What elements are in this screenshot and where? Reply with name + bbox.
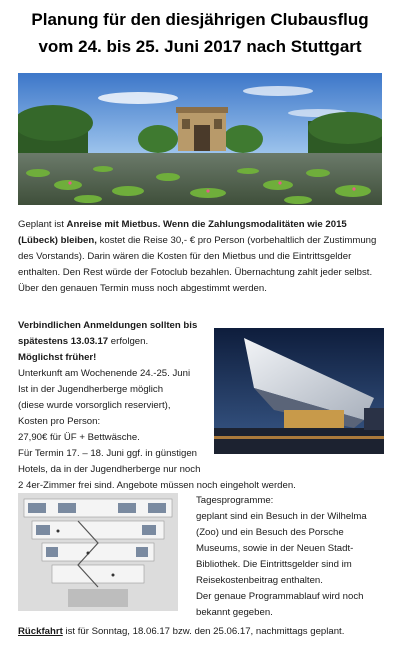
accommodation-line: Unterkunft am Wochenende 24.-25. Juni bbox=[18, 368, 191, 379]
programme-line: Museums, sowie in der Neuen Stadt- bbox=[196, 543, 354, 554]
accommodation-line: Hotels, da in der Jugendherberge nur noch bbox=[18, 464, 201, 475]
page-title bbox=[0, 6, 400, 60]
programme-line: Der genaue Programmablauf wird noch bbox=[196, 591, 364, 602]
registration-deadline-heading: Verbindlichen Anmeldungen sollten bis bbox=[18, 320, 198, 331]
accommodation-line: (diese wurde vorsorglich reserviert), bbox=[18, 400, 171, 411]
accommodation-line: Kosten pro Person: bbox=[18, 416, 101, 427]
accommodation-line: 2 4er-Zimmer frei sind. Angebote müssen noch eingeholt werden. bbox=[18, 480, 296, 491]
programme-line: Tagesprogramme: bbox=[196, 495, 274, 506]
programme-line: geplant sind ein Besuch in der Wilhelma bbox=[196, 511, 367, 522]
title-line-2: vom 24. bis 25. Juni 2017 nach Stuttgart bbox=[38, 37, 362, 56]
intro-text-2: kostet die Reise 30,- € pro Person (vorbehaltlich der Zustimmung des Vorstands). Darin wären die Kosten für den Mietbus und die Eintrittsgelder enthalten. Den Rest würde der Fotoclub bezahlen. Übernachtung zahlt jeder selbst. Über den genauen Termin muss noch abgestimmt werden. bbox=[18, 235, 377, 294]
programme-block bbox=[196, 493, 392, 621]
intro-text-1: Geplant ist bbox=[18, 219, 67, 230]
registration-block bbox=[18, 318, 388, 494]
programme-line: bekannt gegeben. bbox=[196, 607, 273, 618]
wilhelma-garden-photo bbox=[18, 73, 382, 205]
accommodation-line: Ist in der Jugendherberge möglich bbox=[18, 384, 164, 395]
return-trip-label: Rückfahrt bbox=[18, 626, 63, 637]
intro-paragraph bbox=[18, 217, 384, 297]
return-trip-text: ist für Sonntag, 18.06.17 bzw. den 25.06.17, nachmittags geplant. bbox=[62, 626, 345, 637]
registration-early-note: Möglichst früher! bbox=[18, 352, 97, 363]
intro-bold-text: Anreise mit Mietbus. Wenn die Zahlungsmodalitäten wie 2015 (Lübeck) bleiben, bbox=[18, 219, 347, 246]
accommodation-line: Für Termin 17. – 18. Juni ggf. in günstigen bbox=[18, 448, 198, 459]
title-line-1: Planung für den diesjährigen Clubausflug bbox=[31, 10, 369, 29]
return-trip-line bbox=[18, 624, 388, 640]
programme-line: Reisekostenbeitrag enthalten. bbox=[196, 575, 323, 586]
stadtbibliothek-photo bbox=[18, 493, 178, 611]
programme-line: (Zoo) und ein Besuch des Porsche bbox=[196, 527, 344, 538]
registration-deadline-date: spätestens 13.03.17 bbox=[18, 336, 109, 347]
programme-line: Bibliothek. Die Eintrittsgelder sind im bbox=[196, 559, 352, 570]
accommodation-line: 27,90€ für ÜF + Bettwäsche. bbox=[18, 432, 140, 443]
registration-deadline-suffix: erfolgen. bbox=[108, 336, 149, 347]
